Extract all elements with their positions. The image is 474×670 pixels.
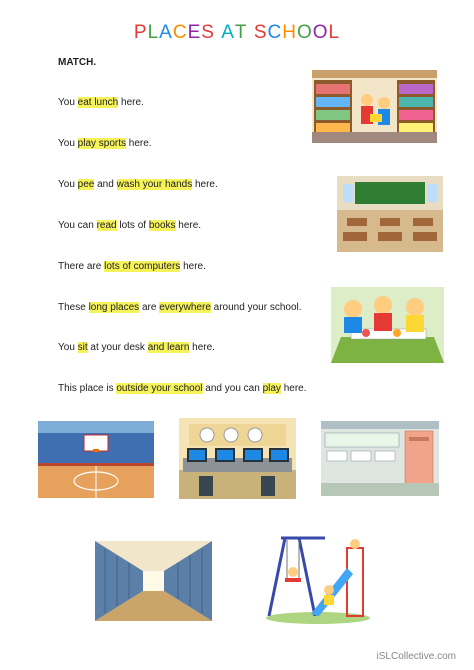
- sentence-text: This place is: [58, 383, 117, 394]
- sentence-5: [58, 261, 206, 272]
- sentence-text: at your desk: [87, 342, 148, 353]
- sentence-text: and: [94, 179, 117, 190]
- sentence-3: [58, 179, 218, 190]
- title-letter: A: [159, 22, 173, 43]
- instruction: MATCH.: [58, 57, 97, 68]
- title-letter: H: [282, 22, 297, 43]
- highlighted-phrase: lots of computers: [104, 261, 181, 272]
- highlighted-phrase: pee: [77, 179, 95, 190]
- highlighted-phrase: everywhere: [159, 302, 211, 313]
- title-letter: O: [296, 22, 313, 43]
- sentence-text: There are: [58, 261, 105, 272]
- sentence-text: You: [58, 342, 78, 353]
- highlighted-phrase: and learn: [147, 342, 190, 353]
- sentence-text: You: [58, 138, 78, 149]
- sentence-4: [58, 220, 201, 231]
- sentence-text: You can: [58, 220, 97, 231]
- title-letter: O: [312, 22, 329, 43]
- highlighted-phrase: long places: [88, 302, 140, 313]
- sentence-7: [58, 342, 215, 353]
- sentence-text: You: [58, 97, 78, 108]
- computer-lab-image: [179, 418, 296, 499]
- title-letter: L: [328, 22, 341, 43]
- sentence-text: and you can: [202, 383, 263, 394]
- sentence-text: here.: [175, 220, 202, 231]
- highlighted-phrase: wash your hands: [116, 179, 193, 190]
- sentence-text: here.: [280, 383, 307, 394]
- title-letter: E: [187, 22, 202, 43]
- highlighted-phrase: play sports: [77, 138, 127, 149]
- highlighted-phrase: read: [96, 220, 117, 231]
- title-letter: C: [172, 22, 188, 43]
- sentence-text: These: [58, 302, 89, 313]
- sentence-text: here.: [189, 342, 215, 353]
- library-image: [312, 70, 437, 143]
- cafeteria-image: [331, 287, 444, 363]
- footer-watermark: iSLCollective.com: [376, 651, 456, 662]
- sentence-text: around your school.: [210, 302, 302, 313]
- sentence-text: here.: [118, 97, 144, 108]
- highlighted-phrase: play: [262, 383, 281, 394]
- title-letter: L: [147, 22, 160, 43]
- title-letter: S: [253, 22, 268, 43]
- sentence-text: here.: [192, 179, 218, 190]
- sentence-1: [58, 97, 144, 108]
- sentence-text: lots of: [116, 220, 149, 231]
- title-letter: C: [267, 22, 283, 43]
- title-letter: T: [234, 22, 248, 43]
- hallway-image: [95, 541, 212, 621]
- playground-image: [263, 528, 373, 625]
- page-title: [0, 22, 474, 44]
- sentence-6: [58, 302, 302, 313]
- title-letter: S: [201, 22, 215, 43]
- sentence-text: here.: [126, 138, 152, 149]
- sentence-text: You: [58, 179, 78, 190]
- sentence-2: [58, 138, 152, 149]
- highlighted-phrase: outside your school: [116, 383, 203, 394]
- highlighted-phrase: eat lunch: [77, 97, 119, 108]
- highlighted-phrase: sit: [77, 342, 88, 353]
- classroom-image: [337, 176, 443, 252]
- title-letter: P: [133, 22, 148, 43]
- sentence-text: here.: [180, 261, 206, 272]
- sentence-text: are: [139, 302, 160, 313]
- sentence-8: [58, 383, 307, 394]
- title-letter: A: [221, 22, 235, 43]
- gym-image: [38, 421, 154, 498]
- restroom-image: [321, 421, 439, 496]
- highlighted-phrase: books: [148, 220, 176, 231]
